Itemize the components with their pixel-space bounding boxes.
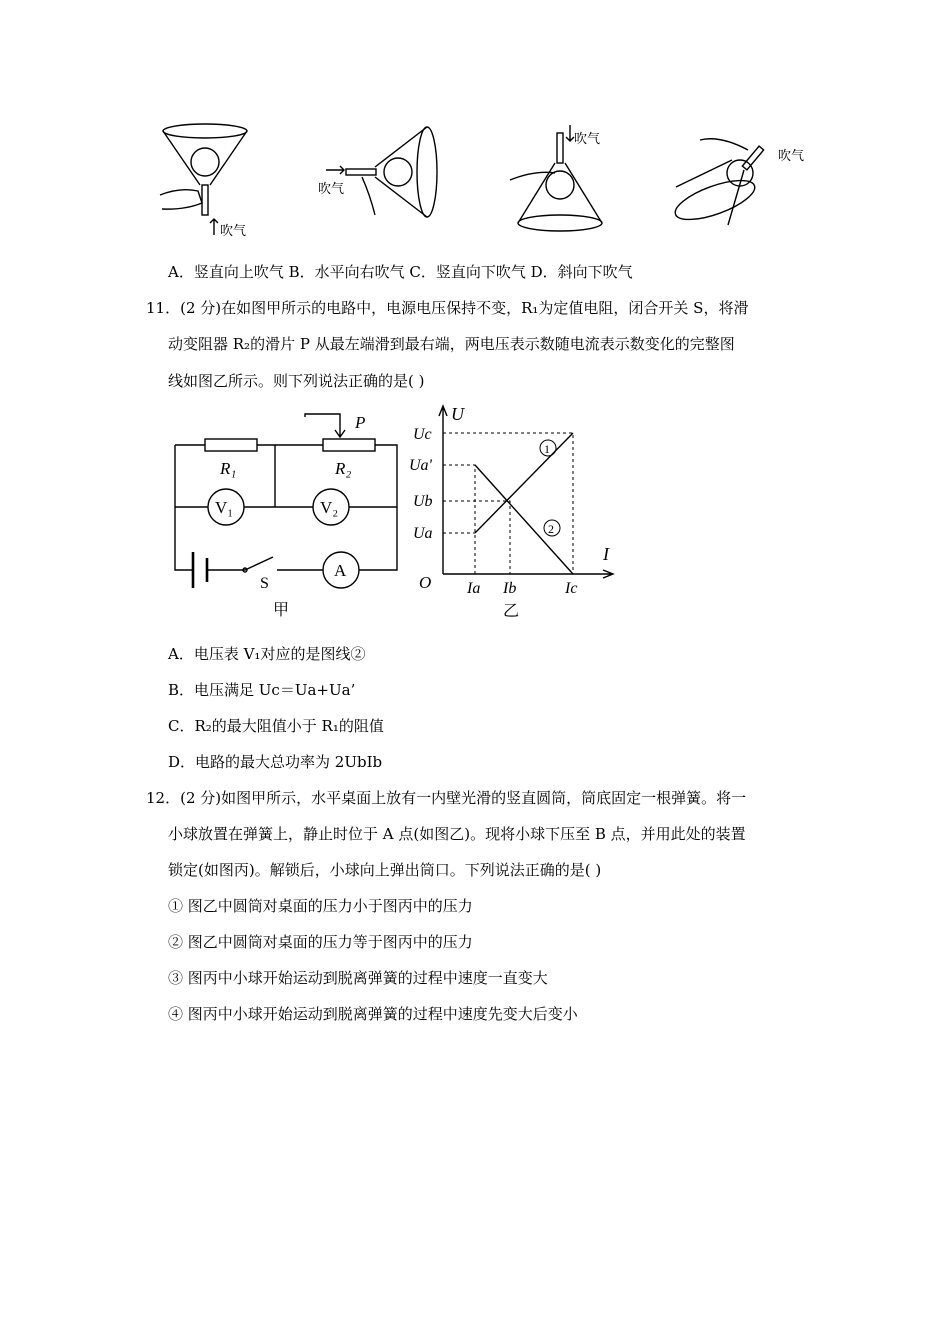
q12-statement-2: ② 图乙中圆筒对桌面的压力等于图丙中的压力 <box>168 933 473 951</box>
blow-label-c: 吹气 <box>574 132 601 147</box>
label-switch: S <box>260 575 269 592</box>
blow-label-b: 吹气 <box>318 182 345 197</box>
funnel-figures <box>150 115 820 245</box>
funnel-figure-b <box>326 127 437 217</box>
label-v1: V₁ <box>215 498 234 517</box>
resistor-r2 <box>323 439 375 451</box>
q11-stem-line3: 线如图乙所示。则下列说法正确的是( ) <box>168 372 425 390</box>
resistor-r1 <box>205 439 257 451</box>
graph-line-number-overlay <box>405 398 625 623</box>
blow-label-a: 吹气 <box>220 224 247 239</box>
q12-stem-line3: 锁定(如图丙)。解锁后，小球向上弹出筒口。下列说法正确的是( ) <box>168 861 602 879</box>
label-p: P <box>355 413 366 432</box>
q12-statement-4: ④ 图丙中小球开始运动到脱离弹簧的过程中速度先变大后变小 <box>168 1005 578 1023</box>
tick-ua: Ua <box>413 525 433 542</box>
tick-ub: Ub <box>413 493 433 510</box>
line-1-number: 1 <box>544 442 550 456</box>
tick-ib: Ib <box>503 580 517 597</box>
origin-label: O <box>419 573 432 592</box>
funnel-figure-a <box>160 124 247 235</box>
q10-options: A．竖直向上吹气 B．水平向右吹气 C．竖直向下吹气 D．斜向下吹气 <box>168 263 633 281</box>
tick-ia: Ia <box>467 580 481 597</box>
circuit-diagram <box>165 412 405 622</box>
label-r1: R₁ <box>220 459 237 478</box>
q12-stem-line2: 小球放置在弹簧上，静止时位于 A 点(如图乙)。现将小球下压至 B 点，并用此处的装置 <box>168 825 746 843</box>
q11-option-c: C．R₂的最大阻值小于 R₁的阻值 <box>168 717 384 735</box>
label-ammeter: A <box>334 561 347 580</box>
q11-option-a: A．电压表 V₁对应的是图线② <box>168 645 366 663</box>
line-2-number: 2 <box>548 522 554 536</box>
funnel-figure-d <box>671 139 764 228</box>
q11-stem-line2: 动变阻器 R₂的滑片 P 从最左端滑到最右端，两电压表示数随电流表示数变化的完整图 <box>168 335 735 353</box>
q12-statement-1: ① 图乙中圆筒对桌面的压力小于图丙中的压力 <box>168 897 473 915</box>
q11-stem-line1: 11．(2 分)在如图甲所示的电路中，电源电压保持不变，R₁为定值电阻，闭合开关 S，将滑 <box>146 299 749 317</box>
axis-label-u: U <box>451 404 464 424</box>
label-v2: V₂ <box>320 498 339 517</box>
q12-stem-line1: 12．(2 分)如图甲所示，水平桌面上放有一内壁光滑的竖直圆筒，筒底固定一根弹簧。将一 <box>146 789 747 807</box>
caption-jia: 甲 <box>273 600 290 619</box>
battery <box>193 552 207 588</box>
axis-label-i: I <box>603 544 609 564</box>
q11-option-d: D．电路的最大总功率为 2UbIb <box>168 753 383 771</box>
tick-ua-prime: Ua' <box>409 457 432 474</box>
q12-statement-3: ③ 图丙中小球开始运动到脱离弹簧的过程中速度一直变大 <box>168 969 548 987</box>
label-r2: R₂ <box>335 459 352 478</box>
tick-ic: Ic <box>565 580 578 597</box>
caption-yi: 乙 <box>503 601 520 620</box>
tick-uc: Uc <box>413 426 432 443</box>
q11-option-b: B．电压满足 Uc＝Ua+Ua’ <box>168 681 356 699</box>
blow-label-d: 吹气 <box>778 149 805 164</box>
